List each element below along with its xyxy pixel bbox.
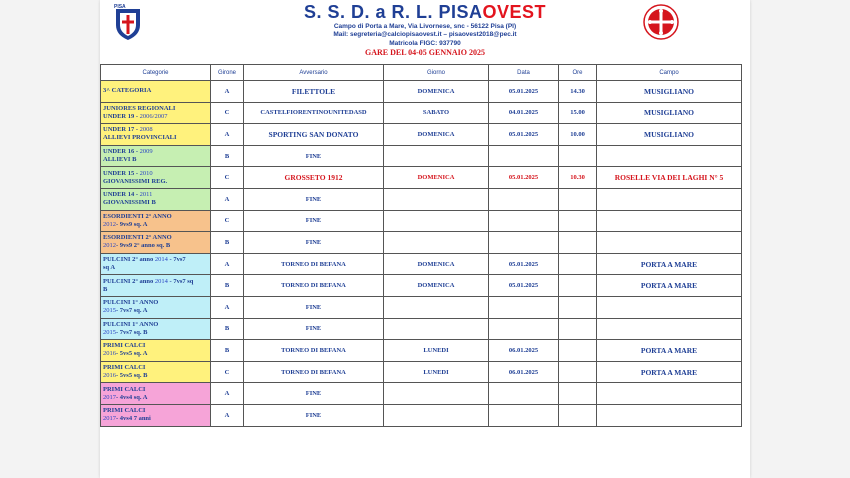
category-cell: UNDER 14 - 2011 GIOVANISSIMI B: [101, 188, 211, 210]
document-header: [100, 0, 750, 62]
day-cell: [384, 210, 489, 232]
field-cell: [597, 318, 742, 340]
field-cell: [597, 232, 742, 254]
opponent-cell: CASTELFIORENTINOUNITEDASD: [244, 102, 384, 124]
opponent-cell: SPORTING SAN DONATO: [244, 124, 384, 146]
table-row: [101, 318, 742, 340]
club-address: Campo di Porta a Mare, Via Livornese, snc - 56122 Pisa (PI): [333, 23, 517, 30]
table-row: [101, 296, 742, 318]
table-body: [101, 81, 742, 427]
opponent-cell: TORNEO DI BEFANA: [244, 361, 384, 383]
time-cell: [559, 188, 597, 210]
girone-cell: B: [211, 145, 244, 167]
girone-cell: A: [211, 296, 244, 318]
time-cell: [559, 404, 597, 426]
category-cell: PRIMI CALCI 2017- 4vs4 7 anni: [101, 404, 211, 426]
column-header: Girone: [211, 65, 244, 81]
girone-cell: A: [211, 124, 244, 146]
day-cell: [384, 232, 489, 254]
category-cell: PRIMI CALCI 2017- 4vs4 sq. A: [101, 383, 211, 405]
table-row: [101, 167, 742, 189]
girone-cell: B: [211, 340, 244, 362]
day-cell: [384, 383, 489, 405]
table-row: [101, 383, 742, 405]
field-cell: MUSIGLIANO: [597, 81, 742, 103]
field-cell: [597, 296, 742, 318]
column-header: Giorno: [384, 65, 489, 81]
table-row: [101, 361, 742, 383]
field-cell: ROSELLE VIA DEI LAGHI N° 5: [597, 167, 742, 189]
table-row: [101, 145, 742, 167]
time-cell: [559, 145, 597, 167]
girone-cell: A: [211, 404, 244, 426]
day-cell: [384, 318, 489, 340]
table-row: [101, 124, 742, 146]
table-row: [101, 210, 742, 232]
girone-cell: C: [211, 167, 244, 189]
column-header: Data: [489, 65, 559, 81]
date-cell: [489, 383, 559, 405]
category-cell: PULCINI 1° ANNO 2015- 7vs7 sq. A: [101, 296, 211, 318]
date-cell: [489, 188, 559, 210]
opponent-cell: FINE: [244, 232, 384, 254]
column-header: Categorie: [101, 65, 211, 81]
table-row: [101, 102, 742, 124]
category-cell: PRIMI CALCI 2016- 5vs5 sq. A: [101, 340, 211, 362]
time-cell: [559, 210, 597, 232]
day-cell: [384, 145, 489, 167]
field-cell: PORTA A MARE: [597, 275, 742, 297]
date-cell: 05.01.2025: [489, 167, 559, 189]
opponent-cell: FINE: [244, 210, 384, 232]
opponent-cell: FILETTOLE: [244, 81, 384, 103]
category-cell: PULCINI 1° ANNO 2015- 7vs7 sq. B: [101, 318, 211, 340]
date-cell: 05.01.2025: [489, 253, 559, 275]
table-row: [101, 404, 742, 426]
date-cell: 04.01.2025: [489, 102, 559, 124]
document-page: [100, 0, 750, 478]
club-matricola: Matricola FIGC: 937790: [389, 40, 461, 47]
day-cell: [384, 404, 489, 426]
field-cell: [597, 404, 742, 426]
opponent-cell: FINE: [244, 188, 384, 210]
girone-cell: A: [211, 383, 244, 405]
day-cell: DOMENICA: [384, 167, 489, 189]
category-cell: ESORDIENTI 2° ANNO 2012- 9vs9 2° anno sq. B: [101, 232, 211, 254]
category-cell: 3^ CATEGORIA: [101, 81, 211, 103]
category-cell: UNDER 15 - 2010 GIOVANISSIMI REG.: [101, 167, 211, 189]
club-mail: Mail: segreteria@calciopisaovest.it – pisaovest2018@pec.it: [333, 31, 517, 38]
girone-cell: A: [211, 81, 244, 103]
date-cell: 05.01.2025: [489, 81, 559, 103]
day-cell: DOMENICA: [384, 275, 489, 297]
time-cell: [559, 275, 597, 297]
table-row: [101, 275, 742, 297]
column-header: Avversario: [244, 65, 384, 81]
field-cell: [597, 145, 742, 167]
field-cell: [597, 383, 742, 405]
time-cell: 14.30: [559, 81, 597, 103]
matches-title: GARE DEL 04-05 GENNAIO 2025: [364, 48, 485, 57]
opponent-cell: FINE: [244, 383, 384, 405]
time-cell: [559, 232, 597, 254]
column-header: Campo: [597, 65, 742, 81]
time-cell: [559, 318, 597, 340]
date-cell: [489, 404, 559, 426]
girone-cell: B: [211, 275, 244, 297]
date-cell: 05.01.2025: [489, 275, 559, 297]
date-cell: 06.01.2025: [489, 340, 559, 362]
table-row: [101, 253, 742, 275]
time-cell: [559, 383, 597, 405]
day-cell: [384, 188, 489, 210]
logo-left-text: PISA: [114, 4, 126, 10]
field-cell: [597, 188, 742, 210]
day-cell: LUNEDI: [384, 340, 489, 362]
field-cell: MUSIGLIANO: [597, 102, 742, 124]
date-cell: [489, 210, 559, 232]
opponent-cell: FINE: [244, 145, 384, 167]
girone-cell: B: [211, 232, 244, 254]
category-cell: UNDER 17 - 2008 ALLIEVI PROVINCIALI: [101, 124, 211, 146]
girone-cell: C: [211, 102, 244, 124]
time-cell: 10.00: [559, 124, 597, 146]
time-cell: [559, 253, 597, 275]
date-cell: [489, 296, 559, 318]
opponent-cell: TORNEO DI BEFANA: [244, 275, 384, 297]
table-row: [101, 188, 742, 210]
table-row: [101, 232, 742, 254]
date-cell: 05.01.2025: [489, 124, 559, 146]
opponent-cell: FINE: [244, 296, 384, 318]
date-cell: [489, 318, 559, 340]
table-row: [101, 340, 742, 362]
time-cell: 10.30: [559, 167, 597, 189]
time-cell: [559, 340, 597, 362]
day-cell: DOMENICA: [384, 124, 489, 146]
day-cell: SABATO: [384, 102, 489, 124]
category-cell: PRIMI CALCI 2016- 5vs5 sq. B: [101, 361, 211, 383]
opponent-cell: FINE: [244, 404, 384, 426]
category-cell: PULCINI 2° anno 2014 - 7vs7 sq B: [101, 275, 211, 297]
time-cell: [559, 296, 597, 318]
opponent-cell: TORNEO DI BEFANA: [244, 340, 384, 362]
pisa-cross-logo-right: [642, 3, 680, 41]
matches-table: [100, 64, 742, 427]
opponent-cell: GROSSETO 1912: [244, 167, 384, 189]
day-cell: [384, 296, 489, 318]
girone-cell: A: [211, 253, 244, 275]
field-cell: PORTA A MARE: [597, 361, 742, 383]
day-cell: DOMENICA: [384, 81, 489, 103]
opponent-cell: FINE: [244, 318, 384, 340]
date-cell: [489, 145, 559, 167]
girone-cell: C: [211, 361, 244, 383]
category-cell: ESORDIENTI 2° ANNO 2012- 9vs9 sq. A: [101, 210, 211, 232]
field-cell: PORTA A MARE: [597, 253, 742, 275]
field-cell: MUSIGLIANO: [597, 124, 742, 146]
date-cell: 06.01.2025: [489, 361, 559, 383]
field-cell: [597, 210, 742, 232]
category-cell: UNDER 16 - 2009 ALLIEVI B: [101, 145, 211, 167]
club-title: S. S. D. a R. L. PISAOVEST: [303, 2, 547, 22]
time-cell: 15.00: [559, 102, 597, 124]
opponent-cell: TORNEO DI BEFANA: [244, 253, 384, 275]
date-cell: [489, 232, 559, 254]
girone-cell: A: [211, 188, 244, 210]
column-header: Ore: [559, 65, 597, 81]
category-cell: PULCINI 2° anno 2014 - 7vs7 sq A: [101, 253, 211, 275]
day-cell: LUNEDI: [384, 361, 489, 383]
girone-cell: C: [211, 210, 244, 232]
table-header-row: [101, 65, 742, 81]
time-cell: [559, 361, 597, 383]
day-cell: DOMENICA: [384, 253, 489, 275]
category-cell: JUNIORES REGIONALI UNDER 19 - 2006/2007: [101, 102, 211, 124]
girone-cell: B: [211, 318, 244, 340]
field-cell: PORTA A MARE: [597, 340, 742, 362]
table-row: [101, 81, 742, 103]
